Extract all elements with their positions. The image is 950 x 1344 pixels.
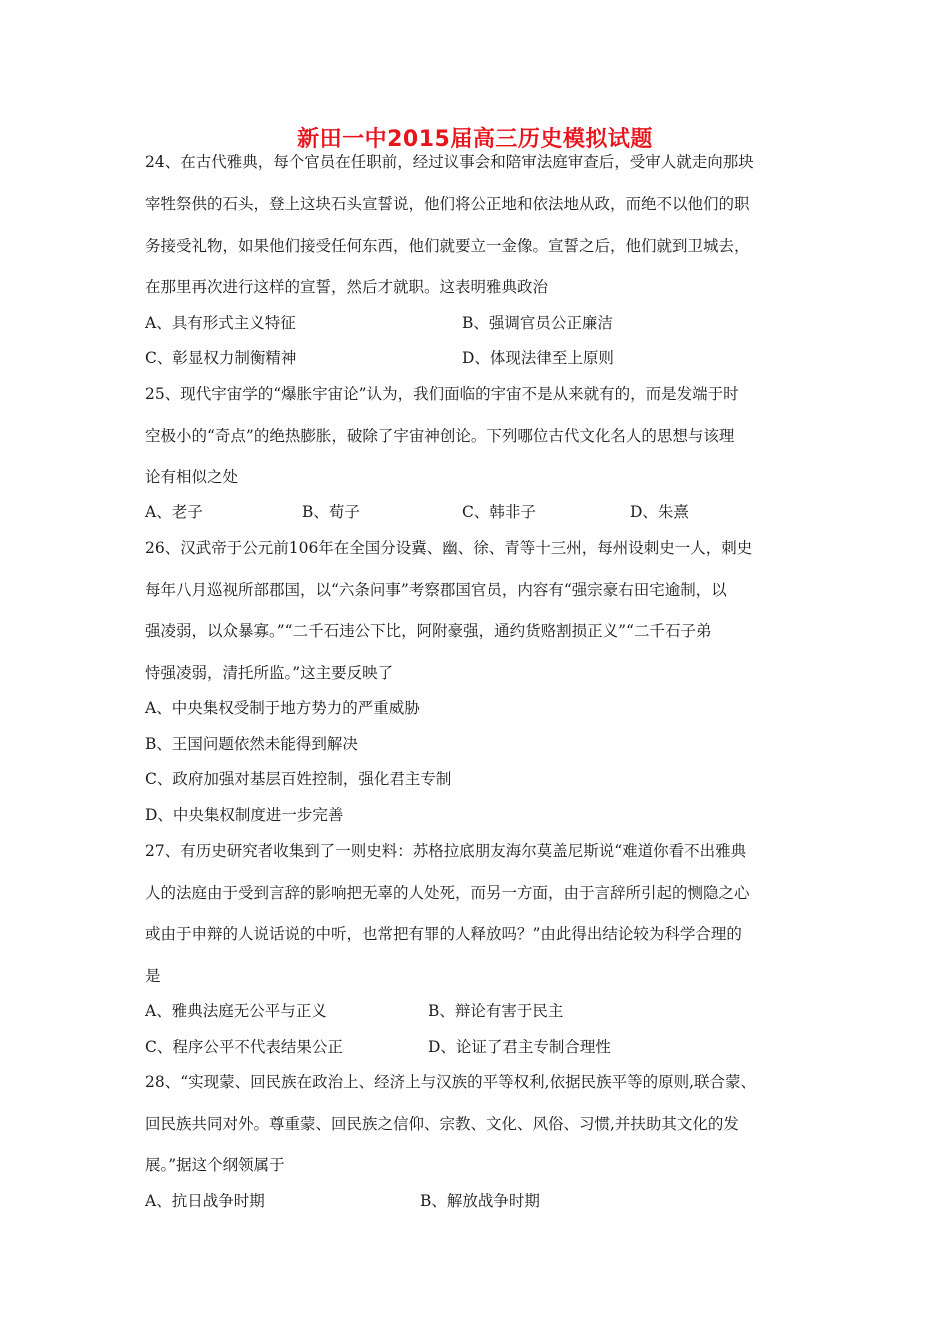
q27-line-1: 27、有历史研究者收集到了一则史料：苏格拉底朋友海尔莫盖尼斯说“难道你看不出雅典 [145,842,747,860]
q27-line-2: 人的法庭由于受到言辞的影响把无辜的人处死，而另一方面，由于言辞所引起的恻隐之心 [145,884,750,902]
q24-line-1: 24、在古代雅典，每个官员在任职前，经过议事会和陪审法庭审查后，受审人就走向那块 [145,153,754,171]
q25-line-1: 25、现代宇宙学的“爆胀宇宙论”认为，我们面临的宇宙不是从来就有的，而是发端于时 [145,385,739,403]
q25-option-a: A、老子 [145,503,203,521]
q28-line-3: 展。”据这个纲领属于 [145,1156,285,1174]
page-title: 新田一中2015届高三历史模拟试题 [297,127,653,152]
q28-line-1: 28、“实现蒙、回民族在政治上、经济上与汉族的平等权利,依据民族平等的原则,联合蒙、 [145,1073,757,1091]
q24-line-2: 宰牲祭供的石头，登上这块石头宣誓说，他们将公正地和依法地从政，而绝不以他们的职 [145,195,750,213]
q25-option-c: C、韩非子 [462,503,536,521]
q28-line-2: 回民族共同对外。尊重蒙、回民族之信仰、宗教、文化、风俗、习惯,并扶助其文化的发 [145,1115,739,1133]
q25-line-2: 空极小的“奇点”的绝热膨胀，破除了宇宙神创论。下列哪位古代文化名人的思想与该理 [145,427,735,445]
q26-line-4: 恃强凌弱，清托所监。”这主要反映了 [145,664,394,682]
q26-option-b: B、王国问题依然未能得到解决 [145,735,358,753]
q24-option-d: D、体现法律至上原则 [462,349,614,367]
q24-option-c: C、彰显权力制衡精神 [145,349,297,367]
q27-option-b: B、辩论有害于民主 [428,1002,564,1020]
q26-option-a: A、中央集权受制于地方势力的严重威胁 [145,699,420,717]
q27-option-a: A、雅典法庭无公平与正义 [145,1002,327,1020]
q27-line-4: 是 [145,967,161,985]
q25-option-b: B、荀子 [302,503,360,521]
q27-line-3: 或由于申辩的人说话说的中听，也常把有罪的人释放吗？”由此得出结论较为科学合理的 [145,925,742,943]
q28-option-b: B、解放战争时期 [420,1192,540,1210]
q26-line-3: 强凌弱，以众暴寡。”“二千石违公下比，阿附豪强，通约货赂割损正义”“二千石子弟 [145,622,712,640]
q27-option-d: D、论证了君主专制合理性 [428,1038,611,1056]
q28-option-a: A、抗日战争时期 [145,1192,265,1210]
q26-option-d: D、中央集权制度进一步完善 [145,806,344,824]
q25-option-d: D、朱熹 [630,503,689,521]
q25-line-3: 论有相似之处 [145,468,239,486]
q24-option-b: B、强调官员公正廉洁 [462,314,613,332]
q24-line-4: 在那里再次进行这样的宣誓，然后才就职。这表明雅典政治 [145,278,549,296]
q26-option-c: C、政府加强对基层百姓控制，强化君主专制 [145,770,452,788]
q26-line-2: 每年八月巡视所部郡国，以“六条问事”考察郡国官员，内容有“强宗豪右田宅逾制，以 [145,581,727,599]
q24-option-a: A、具有形式主义特征 [145,314,296,332]
q27-option-c: C、程序公平不代表结果公正 [145,1038,343,1056]
q26-line-1: 26、汉武帝于公元前106年在全国分设冀、幽、徐、青等十三州，每州设刺史一人，刺史 [145,539,753,557]
q24-line-3: 务接受礼物，如果他们接受任何东西，他们就要立一金像。宣誓之后，他们就到卫城去， [145,237,750,255]
